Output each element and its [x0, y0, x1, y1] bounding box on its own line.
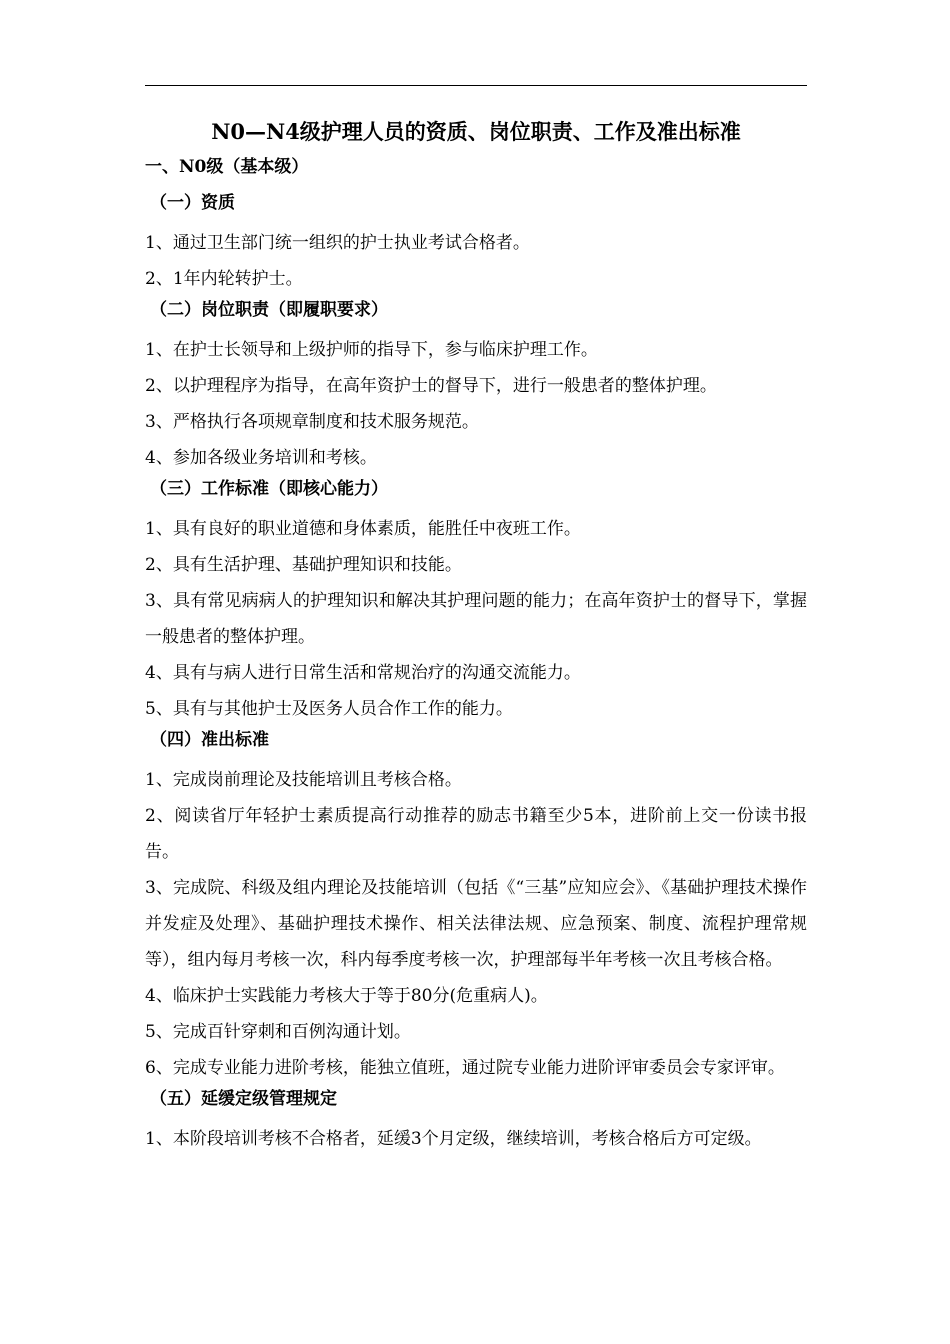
subsection-heading-duties: （二）岗位职责（即履职要求） [150, 300, 388, 320]
paragraph: 4、临床护士实践能力考核大于等于80分(危重病人)。 [145, 986, 548, 1006]
paragraph: 2、1年内轮转护士。 [145, 269, 303, 289]
paragraph: 1、本阶段培训考核不合格者，延缓3个月定级，继续培训，考核合格后方可定级。 [145, 1129, 762, 1149]
subsection-heading-deferral: （五）延缓定级管理规定 [150, 1089, 337, 1109]
paragraph: 4、参加各级业务培训和考核。 [145, 448, 377, 468]
paragraph: 1、通过卫生部门统一组织的护士执业考试合格者。 [145, 233, 530, 253]
paragraph: 4、具有与病人进行日常生活和常规治疗的沟通交流能力。 [145, 663, 581, 683]
section-heading-n0: 一、N0级（基本级） [145, 157, 309, 177]
subsection-heading-work-standards: （三）工作标准（即核心能力） [150, 479, 388, 499]
paragraph: 1、具有良好的职业道德和身体素质，能胜任中夜班工作。 [145, 519, 581, 539]
subsection-heading-exit-standards: （四）准出标准 [150, 730, 269, 750]
paragraph: 3、具有常见病病人的护理知识和解决其护理问题的能力；在高年资护士的督导下，掌握一般患者的整体护理。 [145, 591, 807, 647]
paragraph: 3、严格执行各项规章制度和技术服务规范。 [145, 412, 479, 432]
paragraph: 2、以护理程序为指导，在高年资护士的督导下，进行一般患者的整体护理。 [145, 376, 717, 396]
subsection-heading-qualification: （一）资质 [150, 193, 235, 213]
paragraph: 2、具有生活护理、基础护理知识和技能。 [145, 555, 462, 575]
paragraph: 5、具有与其他护士及医务人员合作工作的能力。 [145, 699, 513, 719]
paragraph: 5、完成百针穿刺和百例沟通计划。 [145, 1022, 411, 1042]
paragraph: 2、阅读省厅年轻护士素质提高行动推荐的励志书籍至少5本，进阶前上交一份读书报告。 [145, 806, 807, 862]
document-title: N0—N4级护理人员的资质、岗位职责、工作及准出标准 [211, 119, 741, 144]
paragraph: 1、在护士长领导和上级护师的指导下，参与临床护理工作。 [145, 340, 598, 360]
paragraph: 3、完成院、科级及组内理论及技能培训（包括《“三基”应知应会》、《基础护理技术操作并发症及处理》、基础护理技术操作、相关法律法规、应急预案、制度、流程护理常规等），组内每月考核一次，科内每季度考核一次，护理部每半年考核一次且考核合格。 [145, 878, 807, 970]
paragraph: 6、完成专业能力进阶考核，能独立值班，通过院专业能力进阶评审委员会专家评审。 [145, 1058, 785, 1078]
document-body [145, 118, 807, 1157]
paragraph: 1、完成岗前理论及技能培训且考核合格。 [145, 770, 462, 790]
header-rule [145, 85, 807, 86]
